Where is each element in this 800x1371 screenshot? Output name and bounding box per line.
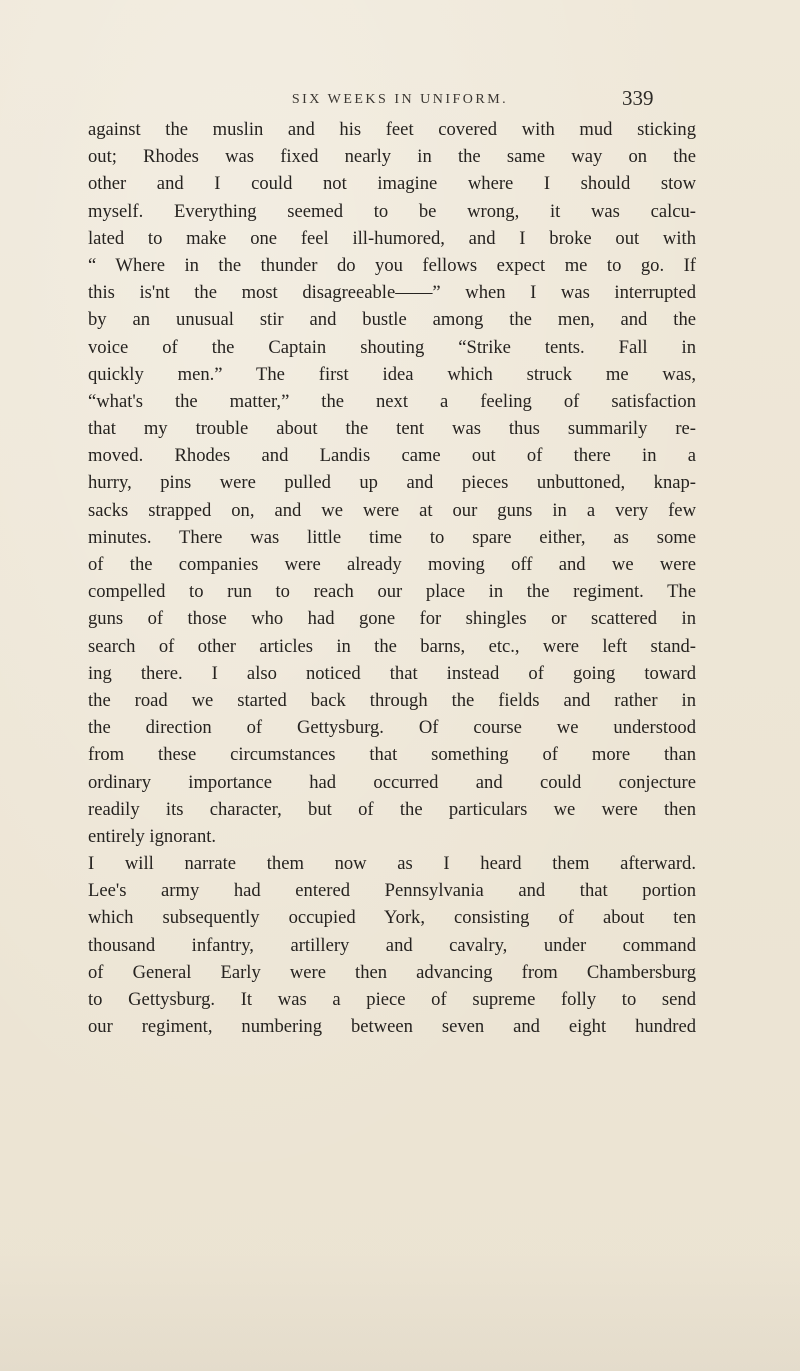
text-line: this is'nt the most disagreeable——” when I was interrupted bbox=[88, 282, 696, 304]
paragraph-end-line: entirely ignorant. bbox=[88, 825, 217, 847]
text-line: of the companies were already moving off and we were bbox=[88, 554, 696, 575]
body-text bbox=[88, 116, 696, 1040]
text-line: against the muslin and his feet covered with mud sticking bbox=[88, 119, 696, 140]
text-line: hurry, pins were pulled up and pieces unbuttoned, knap- bbox=[88, 472, 696, 494]
text-line: which subsequently occupied York, consisting of about ten bbox=[88, 907, 696, 929]
text-line: to Gettysburg. It was a piece of supreme folly to send bbox=[88, 989, 696, 1010]
text-line: ing there. I also noticed that instead of going toward bbox=[88, 662, 696, 684]
text-line: by an unusual stir and bustle among the men, and the bbox=[88, 309, 696, 331]
text-line: search of other articles in the barns, etc., were left stand- bbox=[88, 635, 696, 657]
text-line: lated to make one feel ill-humored, and I broke out with bbox=[88, 227, 696, 249]
text-line: quickly men.” The first idea which struck me was, bbox=[88, 363, 696, 385]
text-line: the road we started back through the fields and rather in bbox=[88, 689, 696, 711]
text-line: moved. Rhodes and Landis came out of there in a bbox=[88, 445, 696, 467]
text-line: compelled to run to reach our place in the regiment. The bbox=[88, 581, 696, 603]
text-line: our regiment, numbering between seven and eight hundred bbox=[88, 1016, 696, 1038]
text-line: voice of the Captain shouting “Strike tents. Fall in bbox=[88, 336, 696, 358]
text-line: “what's the matter,” the next a feeling of satisfaction bbox=[88, 390, 696, 412]
text-line: Lee's army had entered Pennsylvania and that portion bbox=[88, 880, 696, 902]
text-line: ordinary importance had occurred and could conjecture bbox=[88, 771, 696, 793]
page-number: 339 bbox=[622, 86, 654, 110]
text-line: thousand infantry, artillery and cavalry, under command bbox=[88, 934, 696, 956]
text-line: of General Early were then advancing from Chambersburg bbox=[88, 961, 696, 983]
text-line: myself. Everything seemed to be wrong, it was calcu- bbox=[88, 200, 696, 222]
text-line: the direction of Gettysburg. Of course we understood bbox=[88, 717, 696, 739]
text-line: guns of those who had gone for shingles or scattered in bbox=[88, 608, 696, 630]
running-head: SIX WEEKS IN UNIFORM. bbox=[291, 92, 509, 107]
text-line: minutes. There was little time to spare either, as some bbox=[88, 526, 696, 548]
paragraph-start-line: I will narrate them now as I heard them afterward. bbox=[88, 853, 696, 875]
text-line: other and I could not imagine where I should stow bbox=[88, 173, 696, 195]
text-line: out; Rhodes was fixed nearly in the same way on the bbox=[88, 146, 696, 168]
text-line: readily its character, but of the particulars we were then bbox=[88, 798, 696, 820]
text-line: from these circumstances that something of more than bbox=[88, 744, 696, 766]
paper-shading bbox=[0, 1251, 800, 1371]
text-line: that my trouble about the tent was thus summarily re- bbox=[88, 418, 696, 440]
text-line: “ Where in the thunder do you fellows expect me to go. If bbox=[88, 254, 696, 276]
text-line: sacks strapped on, and we were at our guns in a very few bbox=[88, 499, 696, 521]
